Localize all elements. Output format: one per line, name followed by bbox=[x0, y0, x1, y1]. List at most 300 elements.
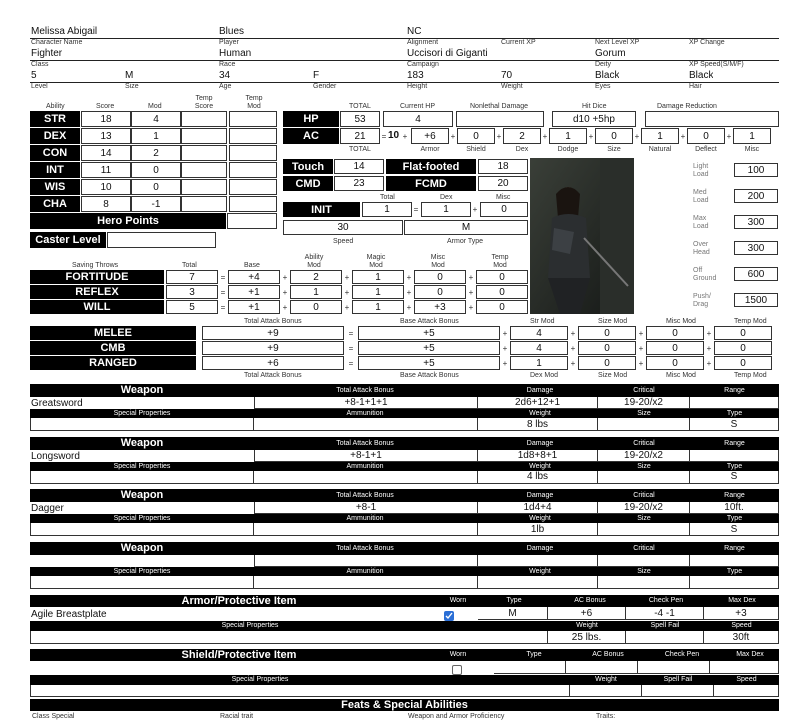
ability-mod[interactable]: 0 bbox=[131, 179, 181, 195]
ac-dodge[interactable]: 1 bbox=[549, 128, 587, 144]
label-save-misc: Misc Mod bbox=[430, 254, 446, 269]
character-name[interactable]: Melissa Abigail bbox=[31, 26, 98, 37]
hp-nonlethal[interactable] bbox=[456, 111, 544, 127]
label-height: Height bbox=[407, 83, 428, 90]
weapon-ammunition[interactable] bbox=[254, 523, 478, 536]
ability-temp-mod[interactable] bbox=[229, 179, 277, 195]
ability-score[interactable]: 18 bbox=[81, 111, 131, 127]
weapon-damage[interactable]: 1d8+8+1 bbox=[478, 450, 598, 462]
plus-sign: + bbox=[406, 273, 412, 282]
attack-stat[interactable]: 4 bbox=[510, 341, 568, 355]
hero-points-input[interactable] bbox=[227, 213, 277, 229]
hp-label: HP bbox=[283, 111, 339, 127]
attack-temp[interactable]: 0 bbox=[714, 356, 772, 370]
init-dex[interactable]: 1 bbox=[421, 202, 471, 217]
weapon-type[interactable] bbox=[690, 576, 779, 589]
fcmd-value[interactable]: 20 bbox=[478, 176, 528, 191]
save-total[interactable]: 7 bbox=[166, 270, 218, 284]
ability-name: STR bbox=[30, 111, 80, 127]
campaign-value[interactable]: Uccisori di Giganti bbox=[407, 48, 488, 59]
weapon-range-header: Range bbox=[724, 387, 745, 394]
plus-sign: + bbox=[344, 303, 350, 312]
attack-base[interactable]: +5 bbox=[358, 356, 500, 370]
ability-temp-score[interactable] bbox=[181, 179, 227, 195]
attack-size[interactable]: 0 bbox=[578, 356, 636, 370]
save-ability[interactable]: 0 bbox=[290, 300, 342, 314]
plus-sign: + bbox=[542, 132, 548, 141]
weapon-type-header: Type bbox=[726, 567, 743, 575]
equals-sign: = bbox=[348, 359, 354, 368]
weapon-size[interactable] bbox=[598, 523, 690, 536]
push-drag-value[interactable]: 1500 bbox=[734, 293, 778, 307]
ac-label: AC bbox=[283, 128, 339, 144]
attack-misc[interactable]: 0 bbox=[646, 326, 704, 340]
armor-spell-fail[interactable] bbox=[626, 631, 704, 644]
plus-sign: + bbox=[706, 329, 712, 338]
label-size-mod-top: Size Mod bbox=[598, 318, 628, 325]
label-level: Level bbox=[31, 83, 48, 90]
ability-mod[interactable]: 2 bbox=[131, 145, 181, 161]
ability-score[interactable]: 11 bbox=[81, 162, 131, 178]
race-value[interactable]: Human bbox=[219, 48, 252, 59]
label-xp-change: XP Change bbox=[689, 39, 725, 46]
attack-name: MELEE bbox=[30, 326, 196, 340]
shield-weight[interactable] bbox=[570, 685, 642, 697]
label-hit-dice: Hit Dice bbox=[582, 103, 607, 110]
ability-temp-score[interactable] bbox=[181, 145, 227, 161]
attack-name: RANGED bbox=[30, 356, 196, 370]
attack-size[interactable]: 0 bbox=[578, 326, 636, 340]
ability-temp-mod[interactable] bbox=[229, 162, 277, 178]
shield-sub-bar bbox=[30, 675, 779, 685]
label-size: Size bbox=[125, 83, 139, 90]
shield-spell-fail[interactable] bbox=[642, 685, 714, 697]
header-line-1 bbox=[30, 38, 779, 39]
init-label: INIT bbox=[283, 202, 360, 217]
weapon-sub-bar bbox=[30, 462, 779, 471]
label-med-load: Med Load bbox=[693, 189, 709, 204]
attack-temp[interactable]: 0 bbox=[714, 326, 772, 340]
shield-check-pen-header: Check Pen bbox=[664, 651, 700, 658]
ability-name: CON bbox=[30, 145, 80, 161]
shield-special-header: Special Properties bbox=[231, 676, 289, 683]
ac-shield[interactable]: 0 bbox=[457, 128, 495, 144]
attack-total[interactable]: +9 bbox=[202, 341, 344, 355]
plus-sign: + bbox=[726, 132, 732, 141]
label-init-total: Total bbox=[380, 194, 395, 201]
plus-sign: + bbox=[468, 303, 474, 312]
shield-worn-checkbox[interactable] bbox=[452, 665, 462, 675]
weapon-attack-header: Total Attack Bonus bbox=[336, 387, 394, 394]
save-total[interactable]: 3 bbox=[166, 285, 218, 299]
shield-type[interactable] bbox=[494, 661, 566, 674]
label-traits: Traits: bbox=[596, 713, 616, 720]
save-name: FORTITUDE bbox=[30, 270, 164, 284]
shield-ac-bonus-header: AC Bonus bbox=[592, 651, 624, 658]
weapon-range-header: Range bbox=[724, 544, 745, 552]
ac-armor[interactable]: +6 bbox=[411, 128, 449, 144]
attack-stat[interactable]: 1 bbox=[510, 356, 568, 370]
shield-weight-header: Weight bbox=[595, 676, 617, 683]
armor-weight[interactable]: 25 lbs. bbox=[548, 631, 626, 644]
armor-header-bar bbox=[30, 595, 779, 607]
weapon-weight[interactable]: 4 lbs bbox=[478, 471, 598, 484]
shield-ac-bonus[interactable] bbox=[566, 661, 638, 674]
ability-temp-mod[interactable] bbox=[229, 196, 277, 212]
check-icon bbox=[445, 612, 453, 620]
armor-max-dex-header: Max Dex bbox=[728, 597, 756, 604]
init-misc[interactable]: 0 bbox=[480, 202, 528, 217]
ac-total[interactable]: 21 bbox=[340, 128, 380, 144]
ability-temp-score[interactable] bbox=[181, 128, 227, 144]
label-age: Age bbox=[219, 83, 232, 90]
init-total[interactable]: 1 bbox=[362, 202, 412, 217]
portrait-image bbox=[530, 158, 634, 314]
ac-dex[interactable]: 2 bbox=[503, 128, 541, 144]
ability-temp-mod[interactable] bbox=[229, 111, 277, 127]
label-over-head: Over Head bbox=[693, 241, 710, 256]
save-name: REFLEX bbox=[30, 285, 164, 299]
weapon-critical-header: Critical bbox=[633, 492, 655, 499]
ac-natural[interactable]: 1 bbox=[641, 128, 679, 144]
attack-total[interactable]: +9 bbox=[202, 326, 344, 340]
weapon-attack[interactable]: +8-1 bbox=[254, 502, 478, 514]
ability-mod[interactable]: 1 bbox=[131, 128, 181, 144]
plus-sign: + bbox=[406, 303, 412, 312]
alignment-value[interactable]: NC bbox=[407, 26, 422, 37]
label-weight: Weight bbox=[501, 83, 523, 90]
armor-worn-checkbox[interactable] bbox=[444, 611, 454, 621]
plus-sign: + bbox=[496, 132, 502, 141]
label-size-mod-bottom: Size Mod bbox=[598, 372, 628, 379]
armor-name[interactable]: Agile Breastplate bbox=[31, 609, 107, 620]
weapon-header-bar bbox=[30, 437, 779, 450]
save-misc[interactable]: +3 bbox=[414, 300, 466, 314]
label-campaign: Campaign bbox=[407, 61, 439, 68]
ability-score[interactable]: 14 bbox=[81, 145, 131, 161]
size-value[interactable]: M bbox=[125, 70, 134, 81]
weapon-type[interactable]: S bbox=[690, 471, 779, 484]
weapon-special-properties[interactable] bbox=[30, 523, 254, 536]
max-load-value[interactable]: 300 bbox=[734, 215, 778, 229]
label-temp-score: Temp Score bbox=[194, 95, 214, 110]
weapon-range[interactable] bbox=[690, 397, 779, 409]
weapon-block bbox=[0, 437, 799, 487]
weapon-weight[interactable] bbox=[478, 576, 598, 589]
ac-deflect[interactable]: 0 bbox=[687, 128, 725, 144]
save-temp[interactable]: 0 bbox=[476, 285, 528, 299]
save-base[interactable]: +1 bbox=[228, 285, 280, 299]
ac-size[interactable]: 0 bbox=[595, 128, 633, 144]
weapon-attack[interactable] bbox=[254, 555, 478, 567]
armor-speed-header: Speed bbox=[731, 622, 752, 629]
hero-points-label: Hero Points bbox=[30, 213, 226, 229]
weapon-attack-header: Total Attack Bonus bbox=[336, 544, 394, 552]
weapon-header: Weapon bbox=[120, 541, 164, 554]
save-temp[interactable]: 0 bbox=[476, 270, 528, 284]
weapon-special-properties[interactable] bbox=[30, 471, 254, 484]
plus-sign: + bbox=[344, 288, 350, 297]
label-ability: Ability bbox=[46, 103, 65, 110]
weapon-damage[interactable]: 2d6+12+1 bbox=[478, 397, 598, 409]
attack-misc[interactable]: 0 bbox=[646, 341, 704, 355]
weight-value[interactable]: 70 bbox=[501, 70, 513, 81]
age-value[interactable]: 34 bbox=[219, 70, 231, 81]
weapon-special-header: Special Properties bbox=[113, 515, 171, 522]
weapon-damage[interactable] bbox=[478, 555, 598, 567]
med-load-value[interactable]: 200 bbox=[734, 189, 778, 203]
save-ability[interactable]: 1 bbox=[290, 285, 342, 299]
weapon-ammunition[interactable] bbox=[254, 418, 478, 431]
weapon-type[interactable]: S bbox=[690, 523, 779, 536]
caster-level-input[interactable] bbox=[107, 232, 216, 248]
weapon-special-properties[interactable] bbox=[30, 418, 254, 431]
save-magic[interactable]: 1 bbox=[352, 300, 404, 314]
cmd-value[interactable]: 23 bbox=[334, 176, 384, 191]
weapon-ammo-header: Ammunition bbox=[346, 515, 384, 522]
plus-sign: + bbox=[450, 132, 456, 141]
label-current-xp: Current XP bbox=[501, 39, 536, 46]
plus-sign: + bbox=[706, 359, 712, 368]
weapon-header-bar bbox=[30, 489, 779, 502]
shield-header-bar bbox=[30, 649, 779, 661]
label-damage-reduction: Damage Reduction bbox=[657, 103, 717, 110]
weapon-size[interactable] bbox=[598, 418, 690, 431]
hp-current[interactable]: 4 bbox=[383, 111, 453, 127]
label-temp-mod: Temp Mod bbox=[245, 95, 263, 110]
weapon-attack[interactable]: +8-1+1 bbox=[254, 450, 478, 462]
weapon-size-header: Size bbox=[637, 567, 651, 575]
save-magic[interactable]: 1 bbox=[352, 270, 404, 284]
flat-footed-value[interactable]: 18 bbox=[478, 159, 528, 174]
hair-value[interactable]: Black bbox=[689, 70, 714, 81]
label-misc-mod-top: Misc Mod bbox=[666, 318, 696, 325]
label-speed: Speed bbox=[333, 238, 354, 245]
hit-dice[interactable]: d10 +5hp bbox=[552, 111, 636, 127]
attack-base[interactable]: +5 bbox=[358, 341, 500, 355]
weapon-block bbox=[0, 542, 799, 592]
label-armor-type: Armor Type bbox=[447, 238, 484, 245]
armor-max-dex[interactable]: +3 bbox=[704, 607, 779, 620]
equals-sign: = bbox=[220, 273, 226, 282]
weapon-critical[interactable]: 19-20/x2 bbox=[598, 450, 690, 462]
label-bab-top: Base Attack Bonus bbox=[400, 318, 459, 325]
weapon-size-header: Size bbox=[637, 515, 651, 522]
weapon-name[interactable]: Dagger bbox=[31, 503, 64, 514]
attack-total[interactable]: +6 bbox=[202, 356, 344, 370]
armor-special-properties[interactable] bbox=[30, 631, 548, 644]
weapon-weight[interactable]: 1lb bbox=[478, 523, 598, 536]
weapon-header-bar bbox=[30, 542, 779, 555]
label-init-misc: Misc bbox=[496, 194, 511, 201]
shield-speed[interactable] bbox=[714, 685, 779, 697]
equals-sign: = bbox=[220, 288, 226, 297]
hp-total[interactable]: 53 bbox=[340, 111, 380, 127]
speed-value[interactable]: 30 bbox=[283, 220, 403, 235]
ability-mod[interactable]: 0 bbox=[131, 162, 181, 178]
feats-header: Feats & Special Abilities bbox=[30, 699, 779, 711]
plus-sign: + bbox=[570, 359, 576, 368]
attack-base[interactable]: +5 bbox=[358, 326, 500, 340]
plus-sign: + bbox=[502, 359, 508, 368]
ability-score[interactable]: 13 bbox=[81, 128, 131, 144]
armor-ac-bonus[interactable]: +6 bbox=[548, 607, 626, 620]
weapon-ammunition[interactable] bbox=[254, 576, 478, 589]
label-ac-dodge: Dodge bbox=[557, 146, 579, 153]
save-misc[interactable]: 0 bbox=[414, 285, 466, 299]
class-value[interactable]: Fighter bbox=[31, 48, 63, 59]
weapon-weight[interactable]: 8 lbs bbox=[478, 418, 598, 431]
ability-name: WIS bbox=[30, 179, 80, 195]
ac-misc[interactable]: 1 bbox=[733, 128, 771, 144]
plus-sign: + bbox=[706, 344, 712, 353]
weapon-size-header: Size bbox=[637, 462, 651, 470]
damage-reduction[interactable] bbox=[645, 111, 779, 127]
attack-stat[interactable]: 4 bbox=[510, 326, 568, 340]
weapon-range-header: Range bbox=[724, 492, 745, 499]
plus-sign: + bbox=[468, 273, 474, 282]
ability-mod[interactable]: -1 bbox=[131, 196, 181, 212]
shield-max-dex[interactable] bbox=[710, 661, 779, 674]
armor-special-header: Special Properties bbox=[221, 622, 279, 629]
deity-value[interactable]: Gorum bbox=[595, 48, 626, 59]
touch-value[interactable]: 14 bbox=[334, 159, 384, 174]
weapon-type[interactable]: S bbox=[690, 418, 779, 431]
weapon-ammo-header: Ammunition bbox=[346, 410, 384, 417]
armor-type[interactable]: M bbox=[478, 607, 548, 620]
label-save-magic: Magic Mod bbox=[366, 254, 386, 269]
armor-sub-bar bbox=[30, 621, 779, 631]
label-save-base: Base bbox=[244, 262, 260, 269]
ability-score[interactable]: 10 bbox=[81, 179, 131, 195]
label-score: Score bbox=[96, 103, 115, 110]
weapon-sub-bar bbox=[30, 514, 779, 523]
height-value[interactable]: 183 bbox=[407, 70, 424, 81]
armor-check-pen[interactable]: -4 -1 bbox=[626, 607, 704, 620]
off-ground-value[interactable]: 600 bbox=[734, 267, 778, 281]
save-temp[interactable]: 0 bbox=[476, 300, 528, 314]
weapon-damage[interactable]: 1d4+4 bbox=[478, 502, 598, 514]
weapon-name[interactable]: Longsword bbox=[31, 450, 80, 462]
label-current-hp: Current HP bbox=[400, 103, 436, 110]
save-magic[interactable]: 1 bbox=[352, 285, 404, 299]
shield-special-properties[interactable] bbox=[30, 685, 570, 697]
plus-sign: + bbox=[638, 329, 644, 338]
header-line-3 bbox=[30, 82, 779, 83]
weapon-critical-header: Critical bbox=[633, 544, 655, 552]
plus-sign: + bbox=[680, 132, 686, 141]
save-ability[interactable]: 2 bbox=[290, 270, 342, 284]
over-head-value[interactable]: 300 bbox=[734, 241, 778, 255]
weapon-weight-header: Weight bbox=[529, 567, 551, 575]
armor-speed[interactable]: 30ft bbox=[704, 631, 779, 644]
attack-misc[interactable]: 0 bbox=[646, 356, 704, 370]
weapon-ammo-header: Ammunition bbox=[346, 462, 384, 470]
weapon-size[interactable] bbox=[598, 576, 690, 589]
ability-name: INT bbox=[30, 162, 80, 178]
weapon-size[interactable] bbox=[598, 471, 690, 484]
shield-type-header: Type bbox=[526, 651, 542, 658]
weapon-name[interactable]: Greatsword bbox=[31, 398, 83, 409]
ability-temp-score[interactable] bbox=[181, 111, 227, 127]
label-xp-speed: XP Speed(S/M/F) bbox=[689, 61, 744, 68]
weapon-special-properties[interactable] bbox=[30, 576, 254, 589]
attack-temp[interactable]: 0 bbox=[714, 341, 772, 355]
ability-mod[interactable]: 4 bbox=[131, 111, 181, 127]
attack-size[interactable]: 0 bbox=[578, 341, 636, 355]
label-eyes: Eyes bbox=[595, 83, 611, 90]
plus-sign: + bbox=[406, 288, 412, 297]
ability-temp-mod[interactable] bbox=[229, 128, 277, 144]
armor-weight-header: Weight bbox=[576, 622, 598, 629]
label-next-level-xp: Next Level XP bbox=[595, 39, 640, 46]
equals-sign: = bbox=[348, 344, 354, 353]
weapon-range[interactable] bbox=[690, 555, 779, 567]
ability-temp-score[interactable] bbox=[181, 196, 227, 212]
label-ac-natural: Natural bbox=[648, 146, 672, 153]
plus-sign: + bbox=[638, 344, 644, 353]
touch-label: Touch bbox=[283, 159, 333, 174]
ability-temp-score[interactable] bbox=[181, 162, 227, 178]
light-load-value[interactable]: 100 bbox=[734, 163, 778, 177]
label-ac-shield: Shield bbox=[466, 146, 486, 153]
weapon-type-header: Type bbox=[726, 410, 743, 417]
label-nonlethal: Nonlethal Damage bbox=[470, 103, 528, 110]
gender-value[interactable]: F bbox=[313, 70, 320, 81]
weapon-attack-header: Total Attack Bonus bbox=[336, 492, 394, 499]
level-value[interactable]: 5 bbox=[31, 70, 37, 81]
ability-score[interactable]: 8 bbox=[81, 196, 131, 212]
weapon-critical[interactable]: 19-20/x2 bbox=[598, 397, 690, 409]
save-base[interactable]: +1 bbox=[228, 300, 280, 314]
weapon-special-header: Special Properties bbox=[113, 410, 171, 417]
armor-worn-header: Worn bbox=[449, 597, 467, 604]
plus-sign: + bbox=[468, 288, 474, 297]
player-name[interactable]: Blues bbox=[219, 26, 245, 37]
label-dex-mod: Dex Mod bbox=[530, 372, 559, 379]
save-base[interactable]: +4 bbox=[228, 270, 280, 284]
save-total[interactable]: 5 bbox=[166, 300, 218, 314]
shield-check-pen[interactable] bbox=[638, 661, 710, 674]
armor-type-value[interactable]: M bbox=[404, 220, 528, 235]
ability-temp-mod[interactable] bbox=[229, 145, 277, 161]
armor-spell-fail-header: Spell Fail bbox=[650, 622, 680, 629]
label-class: Class bbox=[31, 61, 49, 68]
shield-max-dex-header: Max Dex bbox=[736, 651, 764, 658]
plus-sign: + bbox=[502, 329, 508, 338]
label-light-load: Light Load bbox=[693, 163, 709, 178]
label-tab-bottom: Total Attack Bonus bbox=[244, 372, 302, 379]
weapon-range[interactable] bbox=[690, 450, 779, 462]
plus-sign: + bbox=[588, 132, 594, 141]
armor-check-pen-header: Check Pen bbox=[648, 597, 684, 604]
eyes-value[interactable]: Black bbox=[595, 70, 620, 81]
weapon-weight-header: Weight bbox=[529, 462, 551, 470]
plus-sign: + bbox=[282, 288, 288, 297]
weapon-range[interactable]: 10ft. bbox=[690, 502, 779, 514]
label-hair: Hair bbox=[689, 83, 702, 90]
label-bab-bottom: Base Attack Bonus bbox=[400, 372, 459, 379]
weapon-critical[interactable]: 19-20/x2 bbox=[598, 502, 690, 514]
weapon-block bbox=[0, 384, 799, 434]
label-save-ability: Ability Mod bbox=[304, 254, 324, 269]
weapon-attack[interactable]: +8-1+1+1 bbox=[254, 397, 478, 409]
weapon-ammunition[interactable] bbox=[254, 471, 478, 484]
weapon-critical[interactable] bbox=[598, 555, 690, 567]
shield-speed-header: Speed bbox=[736, 676, 757, 683]
armor-item-header: Armor/Protective Item bbox=[181, 595, 297, 607]
save-misc[interactable]: 0 bbox=[414, 270, 466, 284]
